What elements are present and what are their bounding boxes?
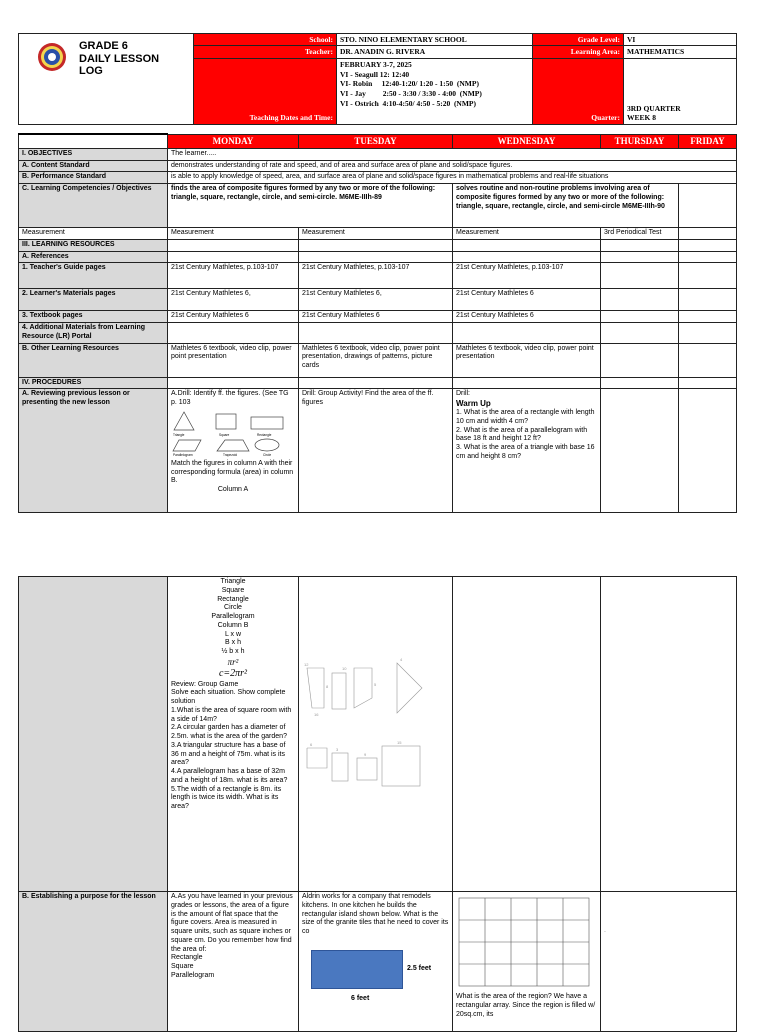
wed-drill: Drill: xyxy=(456,390,470,398)
measurement-tue: Measurement xyxy=(299,228,453,240)
purpose-label: B. Establishing a purpose for the lesson xyxy=(19,892,168,1032)
shape-label: Parallelogram xyxy=(173,452,193,457)
problem-item: 2.A circular garden has a diameter of 2.5m. what is the area of the garden? xyxy=(171,724,287,740)
measurement-wed: Measurement xyxy=(453,228,601,240)
header-table xyxy=(18,33,737,125)
procedures-heading: IV. PROCEDURES xyxy=(19,377,168,389)
figure-label: 8 xyxy=(326,684,329,689)
figure-label: 5 xyxy=(374,682,377,687)
other-mon: Mathletes 6 textbook, video clip, power point presentation xyxy=(168,343,299,377)
references-label: A. References xyxy=(19,251,168,263)
performance-standard-label: B. Performance Standard xyxy=(19,172,168,184)
purpose-tue-text: Aldrin works for a company that remodels kitchens. In one kitchen he builds the rectangular island shown below. What is the size of the granite tiles that he need to cover its xyxy=(302,893,449,927)
review-tue-figures xyxy=(299,577,453,892)
purpose-wed-text: What is the area of the region? We have a rectangular array. Since the region is filled w/ 20sq.cm, its xyxy=(456,993,596,1018)
day-tuesday: TUESDAY xyxy=(299,134,453,148)
column-a-item: Square xyxy=(221,586,245,594)
island-height-label: 2.5 feet xyxy=(407,965,432,972)
other-wed: Mathletes 6 textbook, video clip, power point presentation xyxy=(453,343,601,377)
shape-label: Trapezoid xyxy=(223,452,238,457)
review-label: A. Reviewing previous lesson or presenting the new lesson xyxy=(19,389,168,513)
lm-tue: 21st Century Mathletes 6, xyxy=(299,289,453,311)
wed-question: 3. What is the area of a triangle with base 16 cm and height 8 cm? xyxy=(456,444,595,460)
quarter-label-text: Quarter: xyxy=(591,113,620,123)
figure-label: 16 xyxy=(314,712,319,717)
review-mon-continued xyxy=(168,577,299,892)
figure-label: 4 xyxy=(400,658,403,662)
trapezoid-shape xyxy=(217,440,249,451)
dates-value xyxy=(337,58,533,124)
dates-label-text: Teaching Dates and Time: xyxy=(249,113,333,123)
column-a-list xyxy=(171,578,295,681)
column-b-item: B x h xyxy=(225,639,241,647)
purpose-tue-tail: co xyxy=(302,928,310,935)
other-resources-label: B. Other Learning Resources xyxy=(19,343,168,377)
dll-table-page1 xyxy=(18,133,737,513)
tb-tue: 21st Century Mathletes 6 xyxy=(299,311,453,323)
objectives-heading: I. OBJECTIVES xyxy=(19,148,168,160)
drill-text: A.Drill: Identify ff. the figures. (See TG p. 103 xyxy=(171,390,289,406)
shape-label: Triangle xyxy=(173,432,185,437)
lm-wed: 21st Century Mathletes 6 xyxy=(453,289,601,311)
lm-label: 2. Learner's Materials pages xyxy=(19,289,168,311)
review-tue: Drill: Group Activity! Find the area of the ff. figures xyxy=(299,389,453,513)
shapes-figure xyxy=(171,410,291,458)
dates-line: FEBRUARY 3-7, 2025 xyxy=(340,59,412,69)
column-b-label: Column B xyxy=(217,621,249,629)
composite-figures-image xyxy=(302,658,448,818)
school-label: School: xyxy=(194,34,337,46)
textbook-label: 3. Textbook pages xyxy=(19,311,168,323)
wed-question: 1. What is the area of a rectangle with length 10 cm and width 4 cm? xyxy=(456,409,595,425)
figure-label: 15 xyxy=(397,740,402,745)
measurement-thu: 3rd Periodical Test xyxy=(601,228,679,240)
competencies-mon-tue: finds the area of composite figures formed by any two or more of the following: triangle, square, rectangle, circle, and semi-circle. M6ME-IIIh-89 xyxy=(168,184,453,228)
solve-instructions: Solve each situation. Show complete solution xyxy=(171,689,286,705)
column-b-item: L x w xyxy=(224,630,242,638)
figure-label: 3 xyxy=(336,747,339,752)
stray-dot: . xyxy=(604,927,606,934)
purpose-wed xyxy=(453,892,601,1032)
kitchen-island-rect xyxy=(311,950,403,989)
lm-mon: 21st Century Mathletes 6, xyxy=(168,289,299,311)
formula-circle-area: πr² xyxy=(227,656,239,667)
school-value: STO. NINO ELEMENTARY SCHOOL xyxy=(337,34,533,46)
quarter-text: 3RD QUARTER xyxy=(627,104,681,113)
figure-label: 10 xyxy=(342,666,347,671)
area-value: MATHEMATICS xyxy=(624,46,737,58)
purpose-mon xyxy=(168,892,299,1032)
measurement-mon: Measurement xyxy=(168,228,299,240)
additional-materials-label: 4. Additional Materials from Learning Resource (LR) Portal xyxy=(19,323,168,344)
column-a-item: Circle xyxy=(224,604,242,612)
wed-warm-up: Warm Up xyxy=(456,399,491,408)
day-friday: FRIDAY xyxy=(679,134,737,148)
content-standard-label: A. Content Standard xyxy=(19,160,168,172)
rectangular-array-grid xyxy=(458,897,590,987)
quarter-value xyxy=(624,58,737,124)
title-log: LOG xyxy=(79,65,103,78)
dll-table-page2 xyxy=(18,576,737,1032)
dates-line: VI - Seagull 12: 12:40 xyxy=(340,69,410,79)
logo-title-cell xyxy=(19,34,194,125)
problem-item: 4.A parallelogram has a base of 32m and a height of 18m. what is its area? xyxy=(171,768,288,784)
problem-item: 5.The width of a rectangle is 8m. its length is twice its width. What is its area? xyxy=(171,785,282,810)
figure-label: 9 xyxy=(364,752,367,757)
measurement-label: Measurement xyxy=(19,228,168,240)
circle-shape xyxy=(255,439,279,451)
figure-label: 6 xyxy=(310,742,313,747)
column-b-item: ½ b x h xyxy=(221,648,245,655)
dates-label xyxy=(194,58,337,124)
figure-label: 12 xyxy=(304,662,309,667)
tg-mon: 21st Century Mathletes, p.103-107 xyxy=(168,263,299,289)
purpose-tue xyxy=(299,892,453,1032)
formula-circumference: c=2πr² xyxy=(218,668,248,679)
shape-label: Circle xyxy=(263,452,272,457)
review-mon xyxy=(168,389,299,513)
column-a-item: Triangle xyxy=(220,578,246,585)
tg-wed: 21st Century Mathletes, p.103-107 xyxy=(453,263,601,289)
competencies-wed: solves routine and non-routine problems involving area of composite figures formed by any two or more of the following: triangle, square, rectangle, circle, and semi-circle M6ME-IIIh-90 xyxy=(453,184,679,228)
area-label: Learning Area: xyxy=(533,46,624,58)
square-shape xyxy=(216,414,236,429)
week-text: WEEK 8 xyxy=(627,113,656,123)
day-thursday: THURSDAY xyxy=(601,134,679,148)
purpose-fri xyxy=(601,892,737,1032)
column-a-item: Rectangle xyxy=(217,595,249,603)
dates-line: VI- Robin 12:40-1:20/ 1:20 - 1:50 (NMP) xyxy=(340,79,479,89)
title-grade: GRADE 6 xyxy=(79,40,128,52)
objectives-value: The learner..... xyxy=(168,148,737,160)
tg-tue: 21st Century Mathletes, p.103-107 xyxy=(299,263,453,289)
other-tue: Mathletes 6 textbook, video clip, power point presentation, drawings of patterns, picture cards xyxy=(299,343,453,377)
parallelogram-shape xyxy=(173,440,201,451)
triangle-shape xyxy=(174,412,194,430)
quarter-label xyxy=(533,58,624,124)
tg-label: 1. Teacher's Guide pages xyxy=(19,263,168,289)
school-seal-icon xyxy=(37,42,67,76)
teacher-label: Teacher: xyxy=(194,46,337,58)
competencies-label: C. Learning Competencies / Objectives xyxy=(19,184,168,228)
tb-mon: 21st Century Mathletes 6 xyxy=(168,311,299,323)
problem-item: 3.A triangular structure has a base of 36 m and a height of 75m. what is its area? xyxy=(171,741,286,767)
grade-value: VI xyxy=(624,34,737,46)
dates-line: VI - Ostrich 4:10-4:50/ 4:50 - 5:20 (NMP) xyxy=(340,98,477,108)
review-game: Review: Group Game xyxy=(171,680,239,688)
purpose-mon-list-item: Parallelogram xyxy=(171,971,215,979)
review-wed xyxy=(453,389,601,513)
purpose-mon-list-item: Rectangle xyxy=(171,954,203,962)
title-dll: DAILY LESSON xyxy=(79,52,160,65)
resources-heading: III. LEARNING RESOURCES xyxy=(19,239,168,251)
rectangle-shape xyxy=(251,417,283,429)
wed-question: 2. What is the area of a parallelogram with base 18 ft and height 12 ft? xyxy=(456,426,588,443)
purpose-mon-list-item: Square xyxy=(171,963,194,970)
column-a-item: Parallelogram xyxy=(211,613,255,620)
day-monday: MONDAY xyxy=(168,134,299,148)
content-standard-value: demonstrates understanding of rate and speed, and of area and surface area of plane and solid/space figures. xyxy=(168,160,737,172)
tb-wed: 21st Century Mathletes 6 xyxy=(453,311,601,323)
day-wednesday: WEDNESDAY xyxy=(453,134,601,148)
island-width-label: 6 feet xyxy=(351,995,370,1002)
shape-label: Square xyxy=(219,432,230,437)
teacher-value: DR. ANADIN G. RIVERA xyxy=(337,46,533,58)
dates-line: VI - Jay 2:50 - 3:30 / 3:30 - 4:00 (NMP) xyxy=(340,89,482,98)
performance-standard-value: is able to apply knowledge of speed, area, and surface area of plane and solid/space figures in mathematical problems and real-life situations xyxy=(168,172,737,184)
column-a-label: Column A xyxy=(217,486,249,493)
match-text: Match the figures in column A with their corresponding formula (area) in column B. xyxy=(171,459,294,485)
problem-item: 1.What is the area of square room with a side of 14m? xyxy=(171,706,292,723)
purpose-mon-text: A.As you have learned in your previous grades or lessons, the area of a figure is the amount of flat space that the figure covers. Area is measured in square units, such as square inches or square cm. Do you remember how find the area of: xyxy=(171,893,293,953)
grade-label: Grade Level: xyxy=(533,34,624,46)
shape-label: Rectangle xyxy=(257,432,272,437)
